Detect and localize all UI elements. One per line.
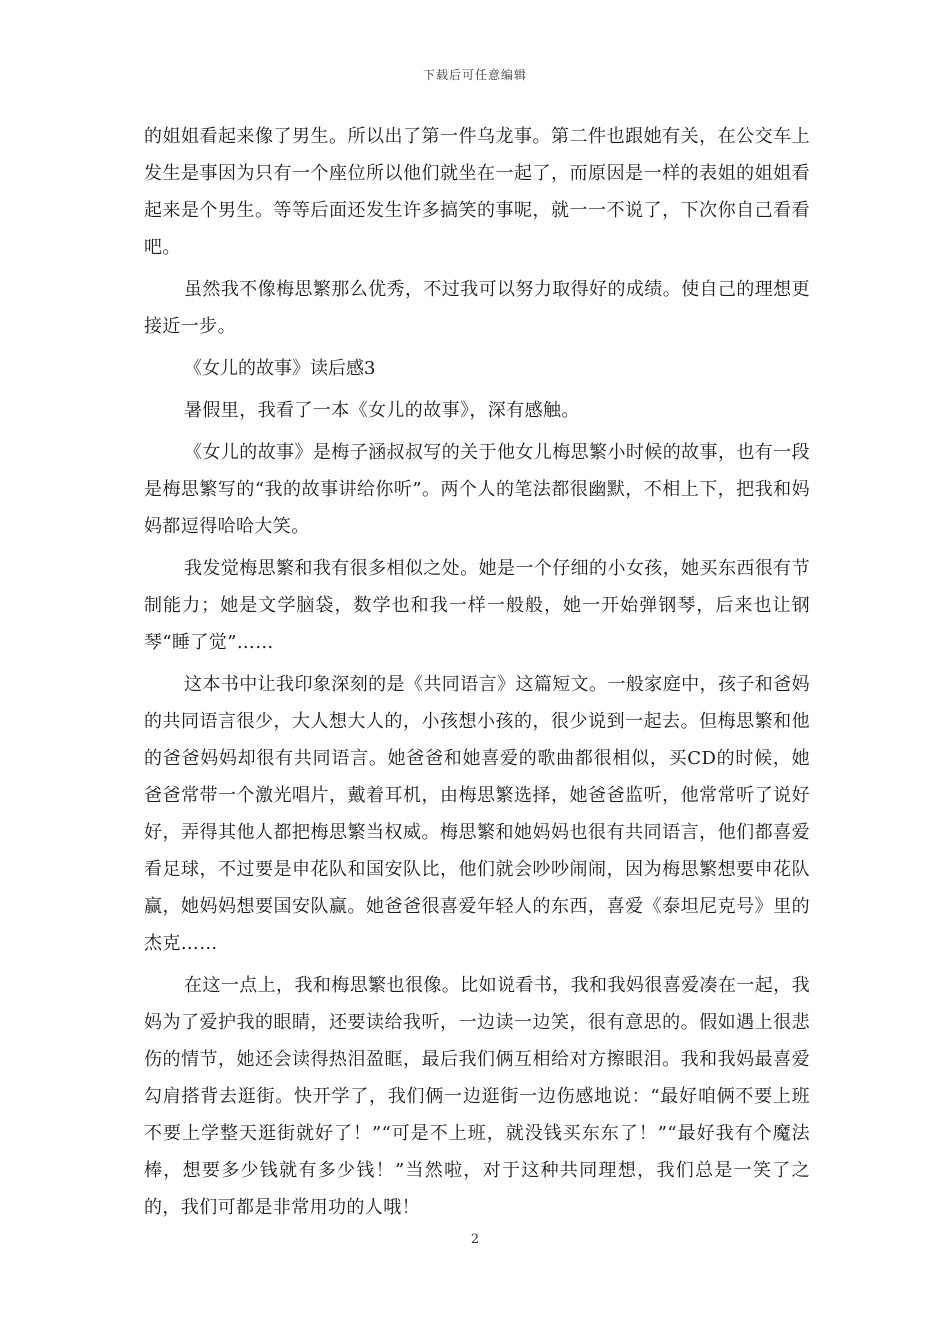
paragraph: 暑假里，我看了一本《女儿的故事》，深有感触。 <box>184 400 580 421</box>
paragraph: 这本书中让我印象深刻的是《共同语言》这篇短文。一般家庭中，孩子和爸妈的共同语言很少，大人想大人的，小孩想小孩的，很少说到一起去。但梅思繁和他的爸爸妈妈却很有共同语言。她爸爸和她喜爱的歌曲都很相似，买CD的时候，她爸爸常带一个激光唱片，戴着耳机，由梅思繁选择，她爸爸监听，他常常听了说好好，弄得其他人都把梅思繁当权威。梅思繁和她妈妈也很有共同语言，他们都喜爱看足球，不过要是申花队和国安队比，他们就会吵吵闹闹，因为梅思繁想要申花队赢，她妈妈想要国安队赢。她爸爸很喜爱年轻人的东西，喜爱《泰坦尼克号》里的杰克…… <box>144 674 810 954</box>
paragraph: 我发觉梅思繁和我有很多相似之处。她是一个仔细的小女孩，她买东西很有节制能力；她是文学脑袋，数学也和我一样一般般，她一开始弹钢琴，后来也让钢琴“睡了觉”…… <box>144 558 810 653</box>
paragraph: 虽然我不像梅思繁那么优秀，不过我可以努力取得好的成绩。使自己的理想更接近一步。 <box>144 279 810 337</box>
section-heading: 《女儿的故事》读后感3 <box>184 358 376 379</box>
document-body <box>144 118 810 1226</box>
paragraph: 《女儿的故事》是梅子涵叔叔写的关于他女儿梅思繁小时候的故事，也有一段是梅思繁写的“我的故事讲给你听”。两个人的笔法都很幽默，不相上下，把我和妈妈都逗得哈哈大笑。 <box>144 442 810 537</box>
paragraph: 在这一点上，我和梅思繁也很像。比如说看书，我和我妈很喜爱凑在一起，我妈为了爱护我的眼睛，还要读给我听，一边读一边笑，很有意思的。假如遇上很悲伤的情节，她还会读得热泪盈眶，最后我们俩互相给对方擦眼泪。我和我妈最喜爱勾肩搭背去逛街。快开学了，我们俩一边逛街一边伤感地说：“最好咱俩不要上班不要上学整天逛街就好了！”“可是不上班，就没钱买东东了！”“最好我有个魔法棒，想要多少钱就有多少钱！”当然啦，对于这种共同理想，我们总是一笑了之的，我们可都是非常用功的人哦！ <box>144 975 810 1218</box>
page-header: 下载后可任意编辑 <box>422 68 527 82</box>
page-number: 2 <box>470 1232 480 1247</box>
paragraph-continuation: 的姐姐看起来像了男生。所以出了第一件乌龙事。第二件也跟她有关，在公交车上发生是事因为只有一个座位所以他们就坐在一起了，而原因是一样的表姐的姐姐看起来是个男生。等等后面还发生许多搞笑的事呢，就一一不说了，下次你自己看看吧。 <box>144 126 810 258</box>
